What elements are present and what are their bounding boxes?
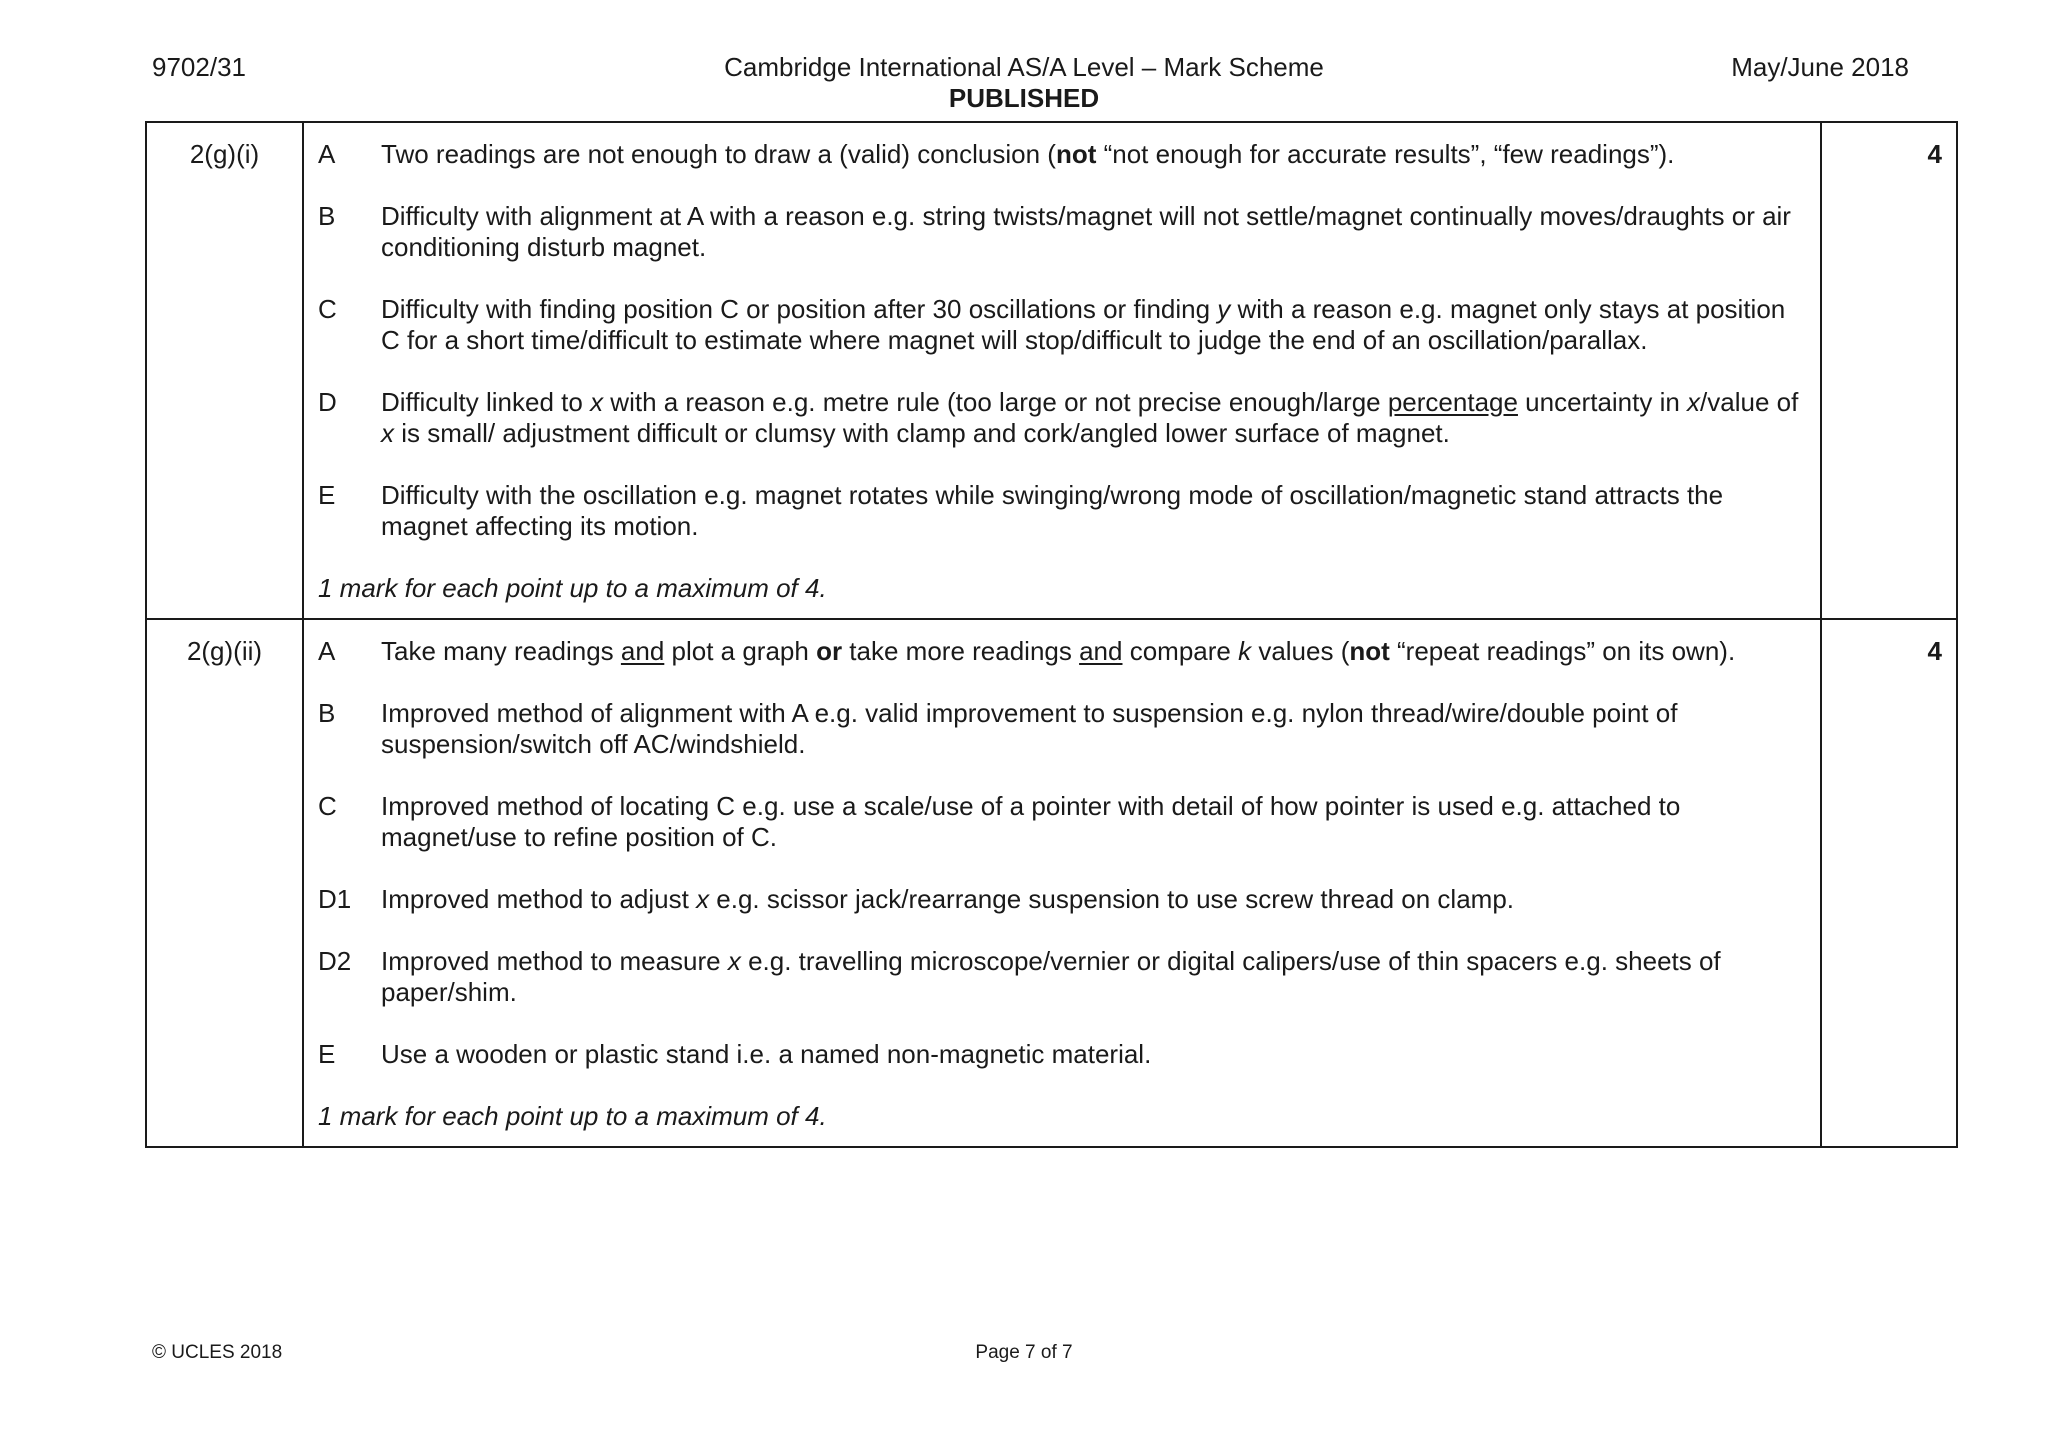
- text-segment: Improved method of locating C e.g. use a scale/use of a pointer with detail of how pointer is used e.g. attached to magnet/use to refine position of C.: [381, 791, 1681, 852]
- text-segment: is small/ adjustment difficult or clumsy with clamp and cork/angled lower surface of magnet.: [394, 418, 1450, 448]
- marking-note: 1 mark for each point up to a maximum of 4.: [318, 573, 827, 603]
- text-segment: Improved method to adjust: [381, 884, 697, 914]
- text-segment: Use a wooden or plastic stand i.e. a named non-magnetic material.: [381, 1039, 1152, 1069]
- point-text: [381, 698, 1806, 760]
- point-label: E: [318, 1039, 336, 1069]
- point-text: [381, 946, 1806, 1008]
- point-text: [381, 294, 1806, 356]
- text-segment: and: [620, 636, 665, 666]
- text-segment: x: [590, 387, 604, 417]
- text-segment: not: [1349, 636, 1390, 666]
- text-segment: Difficulty with the oscillation e.g. magnet rotates while swinging/wrong mode of oscillation/magnetic stand attracts the magnet affecting its motion.: [381, 480, 1724, 541]
- point-text: [381, 636, 1806, 667]
- point-label: D1: [318, 884, 352, 914]
- marks-value: 4: [1821, 619, 1957, 1147]
- text-segment: values (: [1251, 636, 1350, 666]
- text-segment: with a reason e.g. metre rule (too large or not precise enough/large: [603, 387, 1388, 417]
- text-segment: with a reason e.g. magnet only stays at position C for a short time/difficult to estimate where magnet will stop/difficult to judge the end of an oscillation/parallax.: [381, 294, 1786, 355]
- point-text: [381, 791, 1806, 853]
- text-segment: percentage: [1387, 387, 1518, 417]
- marking-point: [318, 791, 1806, 853]
- published-label: PUBLISHED: [948, 83, 1100, 113]
- point-label: C: [318, 294, 337, 324]
- text-segment: e.g. scissor jack/rearrange suspension to use screw thread on clamp.: [709, 884, 1515, 914]
- marks-value: 4: [1821, 122, 1957, 619]
- text-segment: “not enough for accurate results”, “few readings”).: [1096, 139, 1675, 169]
- text-segment: y: [1217, 294, 1231, 324]
- marking-point: [318, 480, 1806, 542]
- text-segment: x: [696, 884, 710, 914]
- text-segment: Difficulty with alignment at A with a reason e.g. string twists/magnet will not settle/magnet continually moves/draughts or air conditioning disturb magnet.: [381, 201, 1791, 262]
- text-segment: take more readings: [842, 636, 1080, 666]
- marking-note: 1 mark for each point up to a maximum of 4.: [318, 1101, 827, 1131]
- text-segment: or: [816, 636, 843, 666]
- text-segment: and: [1079, 636, 1123, 666]
- exam-session: May/June 2018: [1731, 52, 1909, 82]
- point-label: A: [318, 139, 336, 169]
- text-segment: k: [1238, 636, 1252, 666]
- point-text: [381, 201, 1806, 263]
- text-segment: “repeat readings” on its own).: [1389, 636, 1736, 666]
- marking-point: [318, 201, 1806, 263]
- marking-point: [318, 387, 1806, 449]
- text-segment: x: [1687, 387, 1701, 417]
- point-label: C: [318, 791, 337, 821]
- text-segment: uncertainty in: [1517, 387, 1688, 417]
- point-text: [381, 387, 1806, 449]
- mark-scheme-table: [145, 121, 1958, 1148]
- text-segment: Improved method to measure: [381, 946, 728, 976]
- text-segment: x: [727, 946, 741, 976]
- text-segment: e.g. travelling microscope/vernier or digital calipers/use of thin spacers e.g. sheets of paper/shim.: [381, 946, 1721, 1007]
- text-segment: not: [1055, 139, 1097, 169]
- marking-point: [318, 294, 1806, 356]
- point-label: B: [318, 201, 336, 231]
- text-segment: Improved method of alignment with A e.g. valid improvement to suspension e.g. nylon thread/wire/double point of suspension/switch off AC/windshield.: [381, 698, 1678, 759]
- mark-scheme-row: [146, 619, 1957, 1147]
- text-segment: /value of: [1700, 387, 1799, 417]
- question-number: 2(g)(ii): [146, 619, 303, 1147]
- marking-point: [318, 946, 1806, 1008]
- answer-cell: [303, 122, 1821, 619]
- point-label: A: [318, 636, 336, 666]
- point-text: [381, 884, 1806, 915]
- point-text: [381, 139, 1806, 170]
- marking-point: [318, 139, 1806, 170]
- point-label: E: [318, 480, 336, 510]
- point-label: D2: [318, 946, 352, 976]
- question-number: 2(g)(i): [146, 122, 303, 619]
- text-segment: Take many readings: [381, 636, 621, 666]
- answer-cell: [303, 619, 1821, 1147]
- marking-point: [318, 698, 1806, 760]
- text-segment: x: [381, 418, 394, 448]
- marking-point: [318, 884, 1806, 915]
- paper-code: 9702/31: [152, 52, 246, 82]
- text-segment: Difficulty linked to: [381, 387, 591, 417]
- text-segment: plot a graph: [664, 636, 817, 666]
- mark-scheme-row: [146, 122, 1957, 619]
- text-segment: Difficulty with finding position C or position after 30 oscillations or finding: [381, 294, 1218, 324]
- point-label: B: [318, 698, 336, 728]
- point-text: [381, 480, 1806, 542]
- marking-point: [318, 636, 1806, 667]
- point-text: [381, 1039, 1806, 1070]
- page-number: Page 7 of 7: [975, 1342, 1073, 1363]
- document-title: Cambridge International AS/A Level – Mark Scheme: [724, 52, 1324, 82]
- marking-point: [318, 1039, 1806, 1070]
- text-segment: Two readings are not enough to draw a (valid) conclusion (: [381, 139, 1056, 169]
- text-segment: compare: [1122, 636, 1239, 666]
- point-label: D: [318, 387, 337, 417]
- copyright-notice: © UCLES 2018: [152, 1342, 283, 1363]
